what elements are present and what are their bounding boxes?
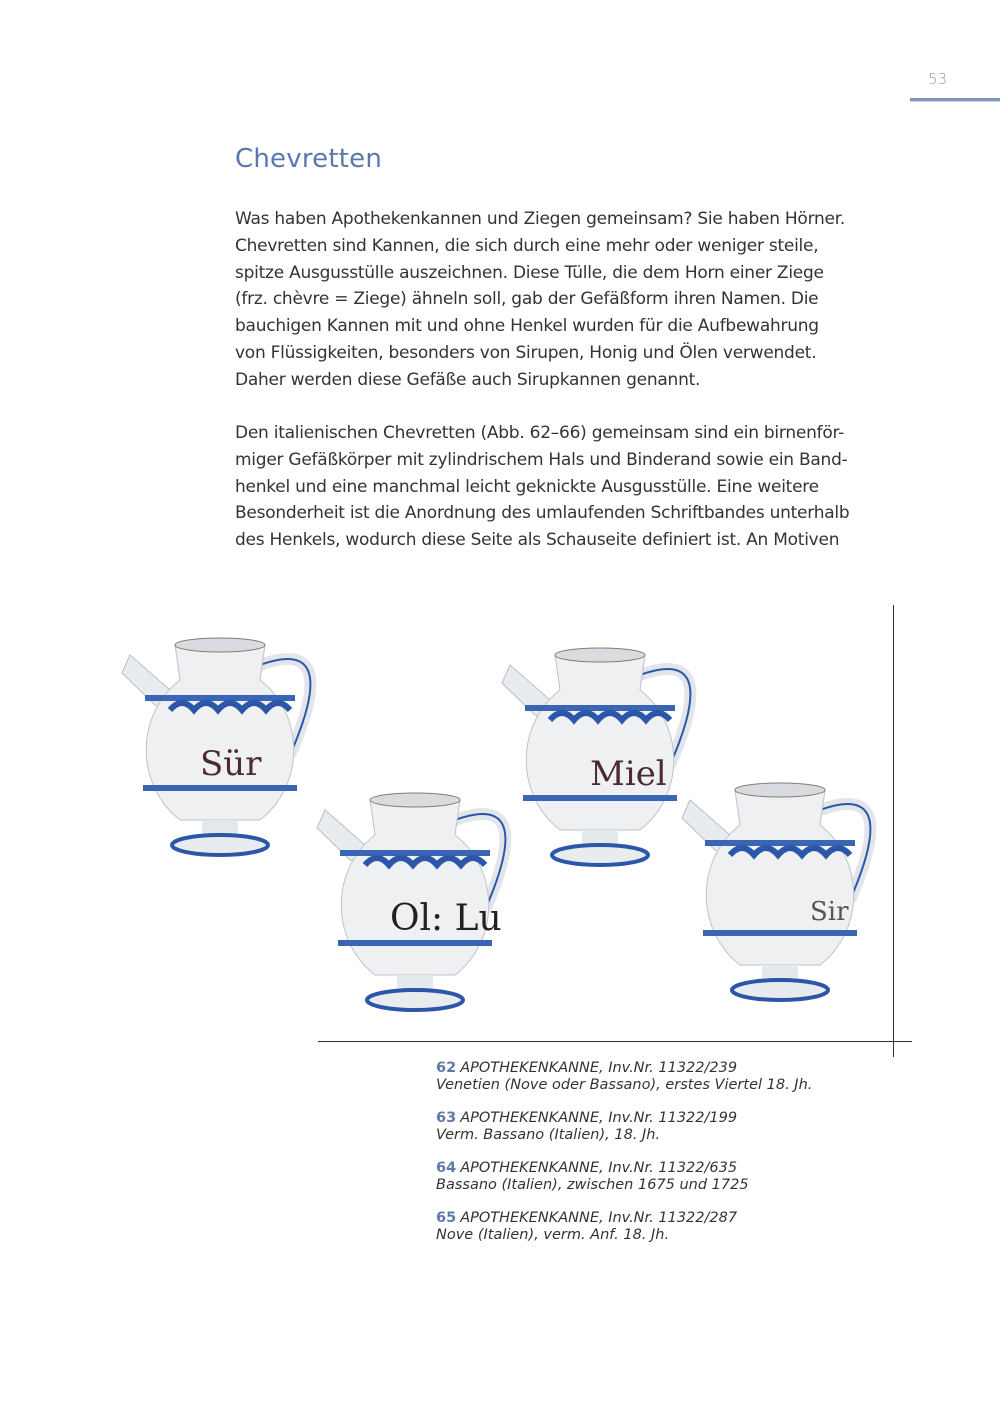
jug-inscription: Miel (590, 754, 667, 794)
text-line: Was haben Apothekenkannen und Ziegen gemeinsam? Sie haben Hörner. (235, 209, 846, 229)
jug-inscription: Sür (200, 744, 262, 784)
figure-captions (436, 1060, 812, 1260)
text-line: miger Gefäßkörper mit zylindrischem Hals und Binderand sowie ein Band- (235, 449, 848, 470)
caption-desc: Bassano (Italien), zwischen 1675 und 1725 (436, 1177, 749, 1193)
header-rule (910, 98, 1000, 102)
caption-desc: Nove (Italien), verm. Anf. 18. Jh. (436, 1227, 670, 1243)
text-line: Den italienischen Chevretten (Abb. 62–66) gemeinsam sind ein birnenför- (235, 423, 845, 443)
page-number: 53 (928, 70, 948, 88)
text-line: von Flüssigkeiten, besonders von Sirupen, Honig und Ölen verwendet. (235, 342, 817, 363)
text-line: bauchigen Kannen mit und ohne Henkel wurden für die Aufbewahrung (235, 316, 819, 337)
text-line: Besonderheit ist die Anordnung des umlaufenden Schriftbandes unterhalb (235, 503, 850, 524)
jug-65 (682, 783, 870, 1000)
text-line: Daher werden diese Gefäße auch Sirupkannen genannt. (235, 369, 701, 390)
caption-number: 62 (436, 1060, 457, 1076)
jug-62 (122, 638, 310, 855)
caption-number: 63 (436, 1110, 457, 1126)
caption-title: APOTHEKENKANNE, Inv.Nr. 11322/287 (460, 1210, 738, 1226)
frame-vertical-line (893, 605, 894, 1057)
jug-inscription: Ol: Lu (390, 898, 502, 939)
text-line: Chevretten sind Kannen, die sich durch eine mehr oder weniger steile, (235, 235, 819, 256)
caption-63 (436, 1110, 812, 1144)
caption-title: APOTHEKENKANNE, Inv.Nr. 11322/199 (460, 1110, 738, 1126)
chevretten-photo (100, 620, 900, 1030)
jug-inscription: Sir (810, 897, 849, 927)
caption-64 (436, 1160, 812, 1194)
text-line: (frz. chèvre = Ziege) ähneln soll, gab der Gefäßform ihren Namen. Die (235, 289, 819, 310)
paragraph-2 (235, 420, 895, 554)
caption-title: APOTHEKENKANNE, Inv.Nr. 11322/635 (460, 1160, 738, 1176)
caption-number: 64 (436, 1160, 457, 1176)
caption-desc: Verm. Bassano (Italien), 18. Jh. (436, 1127, 661, 1143)
caption-desc: Venetien (Nove oder Bassano), erstes Viertel 18. Jh. (436, 1077, 813, 1093)
paragraph-1 (235, 206, 895, 394)
section-title: Chevretten (235, 144, 382, 174)
text-line: henkel und eine manchmal leicht geknickte Ausgusstülle. Eine weitere (235, 476, 819, 497)
caption-number: 65 (436, 1210, 457, 1226)
text-line: spitze Ausgusstülle auszeichnen. Diese Tülle, die dem Horn einer Ziege (235, 262, 824, 283)
frame-horizontal-line (318, 1041, 912, 1042)
jug-63 (317, 793, 505, 1010)
caption-65 (436, 1210, 812, 1244)
caption-title: APOTHEKENKANNE, Inv.Nr. 11322/239 (460, 1060, 738, 1076)
caption-62 (436, 1060, 812, 1094)
text-line: des Henkels, wodurch diese Seite als Schauseite definiert ist. An Motiven (235, 530, 840, 551)
jug-64 (502, 648, 690, 865)
